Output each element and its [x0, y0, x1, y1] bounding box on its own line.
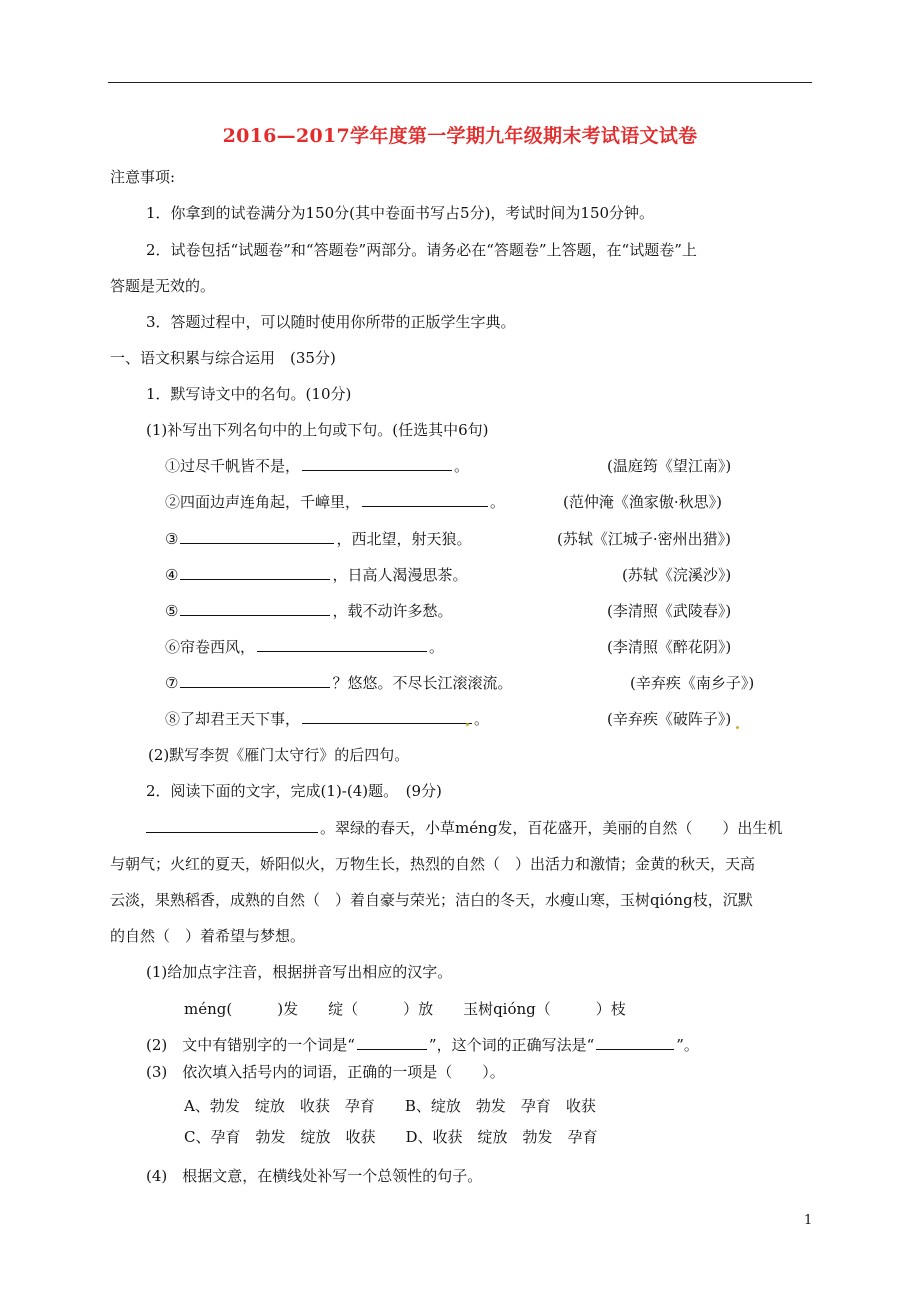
- poem-line: [165, 492, 505, 512]
- poem-line-after: ，西北望，射天狼。: [336, 530, 472, 548]
- poem-line-before: ⑦: [165, 674, 179, 692]
- poem-source: (苏轼《江城子·密州出猎》): [557, 530, 731, 548]
- question-2-part-2: [146, 1035, 699, 1055]
- poem-line-after: ，日高人渴漫思茶。: [332, 566, 468, 584]
- poem-line-before: ⑧了却君王天下事，: [165, 710, 301, 728]
- question-1-part-1: (1)补写出下列名句中的上句或下句。(任选其中6句): [146, 421, 489, 439]
- passage-text: 。翠绿的春天，小草méng发，百花盛开，美丽的自然（ ）出生机: [320, 819, 783, 837]
- answer-blank[interactable]: [362, 492, 488, 507]
- poem-line: [165, 709, 489, 729]
- poem-source: (范仲淹《渔家傲·秋思》): [563, 493, 722, 511]
- poem-line-after: ，载不动许多愁。: [332, 602, 453, 620]
- notice-item-3: 3．答题过程中，可以随时使用你所带的正版学生字典。: [146, 313, 516, 331]
- page-number: 1: [804, 1213, 813, 1228]
- poem-source: (李清照《武陵春》): [607, 602, 732, 620]
- q2-part2-text-a: (2) 文中有错别字的一个词是“: [146, 1036, 355, 1054]
- poem-line-before: ②四面边声连角起，千嶂里，: [165, 493, 361, 511]
- notice-item-2a: 2．试卷包括“试题卷”和“答题卷”两部分。请务必在“答题卷”上答题，在“试题卷”上: [146, 241, 697, 259]
- question-1-part-2: (2)默写李贺《雁门太守行》的后四句。: [148, 746, 410, 764]
- answer-blank[interactable]: [180, 601, 330, 616]
- poem-line: [165, 565, 467, 585]
- section-1-heading: 一、语文积累与综合运用 (35分): [110, 349, 336, 367]
- notice-item-2b: 答题是无效的。: [110, 277, 216, 295]
- options-c-d: C、孕育 勃发 绽放 收获 D、收获 绽放 勃发 孕育: [184, 1128, 598, 1146]
- poem-line-before: ④: [165, 566, 179, 584]
- scan-speck: [466, 723, 469, 726]
- options-a-b: A、勃发 绽放 收获 孕育 B、绽放 勃发 孕育 收获: [184, 1097, 596, 1115]
- q2-part2-text-c: ”。: [676, 1036, 699, 1054]
- answer-blank[interactable]: [180, 673, 330, 688]
- poem-line: [165, 637, 444, 657]
- poem-line: [165, 601, 452, 621]
- header-rule: [108, 82, 812, 83]
- poem-source: (辛弃疾《南乡子》): [630, 674, 755, 692]
- question-2-part-1: (1)给加点字注音，根据拼音写出相应的汉字。: [146, 963, 453, 981]
- poem-line: [165, 529, 471, 549]
- poem-line-before: ⑤: [165, 602, 179, 620]
- scan-speck: [736, 726, 739, 729]
- question-1-title: 1．默写诗文中的名句。(10分): [146, 385, 352, 403]
- question-2-part-4: (4) 根据文意，在横线处补写一个总领性的句子。: [146, 1167, 483, 1185]
- passage-line-1: [146, 818, 782, 838]
- answer-blank[interactable]: [180, 565, 330, 580]
- poem-line-after: 。: [490, 493, 506, 511]
- correct-word-blank[interactable]: [596, 1035, 674, 1050]
- exam-title: 2016—2017学年度第一学期九年级期末考试语文试卷: [222, 125, 698, 147]
- poem-line: [165, 673, 512, 693]
- poem-line-after: 。: [429, 638, 445, 656]
- poem-source: (苏轼《浣溪沙》): [622, 566, 732, 584]
- wrong-word-blank[interactable]: [357, 1035, 427, 1050]
- passage-line-2: 与朝气；火红的夏天，娇阳似火，万物生长，热烈的自然（ ）出活力和激情；金黄的秋天，天高: [110, 855, 756, 873]
- poem-source: (温庭筠《望江南》): [607, 457, 732, 475]
- poem-line-before: ①过尽千帆皆不是，: [165, 457, 301, 475]
- question-2-title: 2．阅读下面的文字，完成(1)-(4)题。 (9分): [146, 782, 442, 800]
- poem-source: (辛弃疾《破阵子》): [607, 710, 732, 728]
- topic-sentence-blank[interactable]: [146, 818, 318, 833]
- poem-source: (李清照《醉花阴》): [607, 638, 732, 656]
- answer-blank[interactable]: [302, 709, 472, 724]
- answer-blank[interactable]: [257, 637, 427, 652]
- notice-item-1: 1．你拿到的试卷满分为150分(其中卷面书写占5分)，考试时间为150分钟。: [146, 204, 655, 222]
- question-2-part-3: (3) 依次填入括号内的词语，正确的一项是（ ）。: [146, 1063, 505, 1081]
- answer-blank[interactable]: [180, 529, 334, 544]
- pinyin-items: méng( )发 绽（ ）放 玉树qióng（ ）枝: [184, 1000, 626, 1018]
- passage-line-4: 的自然（ ）着希望与梦想。: [110, 927, 306, 945]
- poem-line-after: 。: [454, 457, 470, 475]
- poem-line-before: ⑥帘卷西风，: [165, 638, 256, 656]
- q2-part2-text-b: ”，这个词的正确写法是“: [428, 1036, 595, 1054]
- poem-line-after: ？悠悠。不尽长江滚滚流。: [332, 674, 513, 692]
- answer-blank[interactable]: [302, 456, 452, 471]
- passage-line-3: 云淡，果熟稻香，成熟的自然（ ）着自豪与荣光；洁白的冬天，水瘦山寒，玉树qióng枝，沉默: [110, 891, 753, 909]
- poem-line: [165, 456, 469, 476]
- poem-line-after: 。: [474, 710, 490, 728]
- poem-line-before: ③: [165, 530, 179, 548]
- notice-heading: 注意事项:: [110, 168, 176, 186]
